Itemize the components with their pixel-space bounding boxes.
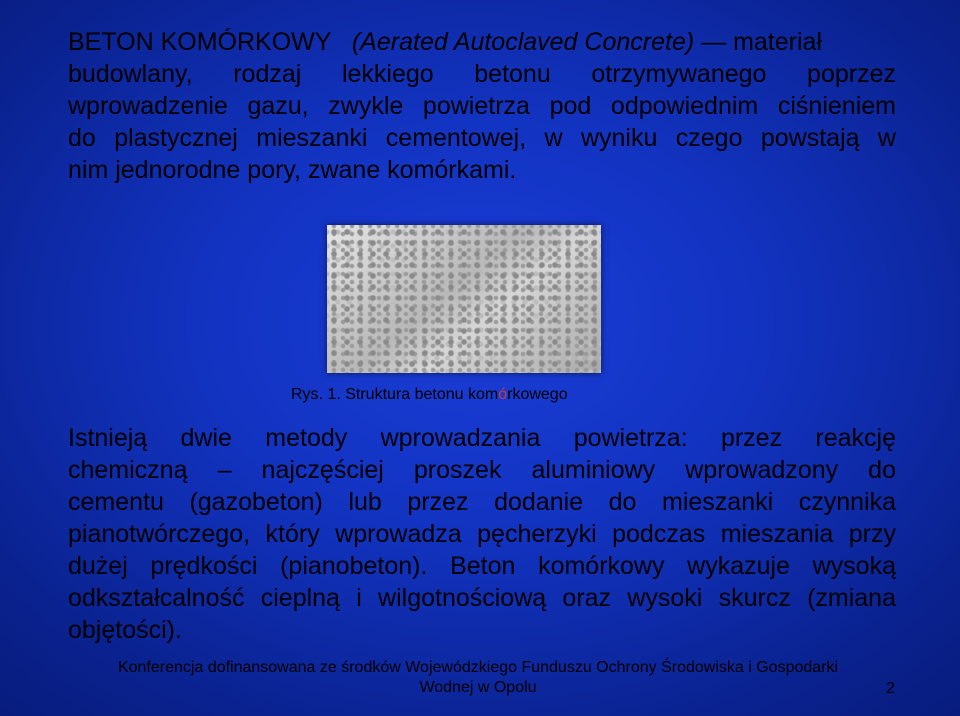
intro-line-5: nim jednorodne pory, zwane komórkami.: [68, 156, 517, 184]
body-line-7: objętości).: [68, 616, 182, 644]
intro-dash: —: [701, 28, 727, 56]
intro-line-1: [68, 26, 896, 58]
caption-part-o: ó: [498, 386, 508, 403]
body-line-1: Istnieją dwie metody wprowadzania powietrza: przez reakcję: [68, 424, 896, 452]
intro-term: BETON KOMÓRKOWY: [68, 28, 332, 56]
intro-line-4: do plastycznej mieszanki cementowej, w wyniku czego powstają w: [68, 124, 896, 152]
caption-part-a: Rys. 1. Struktura betonu kom: [291, 386, 499, 403]
body-line-6: odkształcalność cieplną i wilgotnościową oraz wysoki skurcz (zmiana: [68, 584, 896, 612]
page-number: 2: [886, 680, 895, 697]
intro-line-2: budowlany, rodzaj lekkiego betonu otrzymywanego poprzez: [68, 60, 896, 88]
intro-line1-rest: materiał: [733, 28, 822, 56]
intro-english-term: (Aerated Autoclaved Concrete): [351, 28, 695, 56]
footer-line-2: Wodnej w Opolu: [419, 679, 537, 696]
body-line-5: dużej prędkości (pianobeton). Beton komórkowy wykazuje wysoką: [68, 552, 896, 580]
aerated-concrete-texture-image: [327, 225, 601, 373]
body-line-3: cementu (gazobeton) lub przez dodanie do mieszanki czynnika: [68, 488, 896, 516]
body-line-4: pianotwórczego, który wprowadza pęcherzyki podczas mieszania przy: [68, 520, 896, 548]
caption-part-b: rkowego: [507, 386, 568, 403]
body-line-2: chemiczną – najczęściej proszek aluminiowy wprowadzony do: [68, 456, 896, 484]
figure-caption: [291, 386, 568, 404]
footer-line-1: Konferencja dofinansowana ze środków Wojewódzkiego Funduszu Ochrony Środowiska i Gospodarki: [117, 659, 839, 676]
intro-line-3: wprowadzenie gazu, zwykle powietrza pod odpowiednim ciśnieniem: [68, 92, 896, 120]
